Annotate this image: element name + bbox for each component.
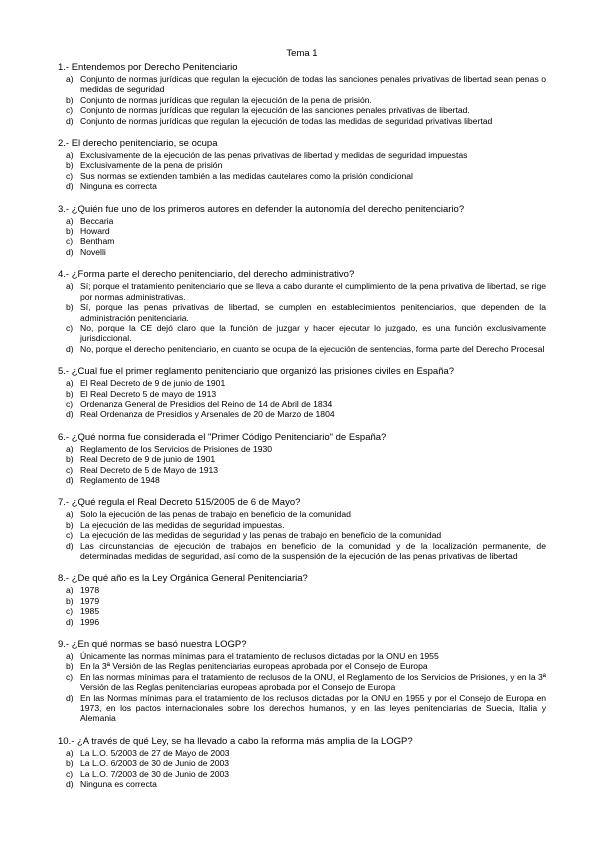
option-letter: b): [66, 758, 74, 769]
option-letter: d): [66, 779, 74, 790]
option-item: [58, 769, 546, 779]
option-text: Exclusivamente de la ejecución de las penas privativas de libertad y medidas de seguridad impuestas: [80, 150, 468, 161]
option-item: [58, 585, 546, 595]
option-item: [58, 226, 546, 236]
option-text: Sí; porque el tratamiento penitenciario que se lleva a cabo durante el cumplimiento de la pena privativa de libertad, se rige por normas administrativas.: [80, 281, 546, 302]
option-text: 1985: [80, 606, 100, 617]
option-text: Exclusivamente de la pena de prisión: [80, 160, 223, 171]
option-text: Sus normas se extienden también a las medidas cautelares como la prisión condicional: [80, 170, 413, 181]
option-letter: d): [66, 692, 74, 703]
option-item: [58, 105, 546, 115]
option-letter: c): [66, 322, 74, 333]
option-item: [58, 465, 546, 475]
option-item: [58, 672, 546, 693]
option-item: [58, 247, 546, 257]
option-letter: b): [66, 226, 74, 237]
option-letter: b): [66, 94, 74, 105]
option-item: [58, 95, 546, 105]
question-2: [58, 138, 546, 192]
option-text: Únicamente las normas mínimas para el tratamiento de reclusos dictadas por la ONU en 1955: [80, 651, 439, 662]
option-text: El Real Decreto 5 de mayo de 1913: [80, 388, 217, 399]
option-letter: c): [66, 606, 74, 617]
option-text: Bentham: [80, 236, 115, 247]
option-text: Beccaria: [80, 215, 114, 226]
option-item: [58, 160, 546, 170]
option-list: [58, 216, 546, 258]
option-item: [58, 606, 546, 616]
option-letter: a): [66, 651, 74, 662]
question-4: [58, 269, 546, 354]
option-item: [58, 409, 546, 419]
question-text: 10.- ¿A través de qué Ley, se ha llevado a cabo la reforma más amplia de la LOGP?: [58, 735, 413, 747]
option-letter: d): [66, 616, 74, 627]
option-letter: d): [66, 181, 74, 192]
option-letter: b): [66, 302, 74, 313]
option-item: [58, 596, 546, 606]
option-text: Real Decreto de 5 de Mayo de 1913: [80, 464, 219, 475]
option-text: El Real Decreto de 9 de junio de 1901: [80, 378, 226, 389]
question-8: [58, 573, 546, 627]
option-text: Ordenanza General de Presidios del Reino de 14 de Abril de 1834: [80, 398, 333, 409]
option-item: [58, 758, 546, 768]
option-letter: a): [66, 150, 74, 161]
option-letter: a): [66, 747, 74, 758]
option-text: Real Ordenanza de Presidios y Arsenales de 20 de Marzo de 1804: [80, 409, 335, 420]
question-text: 1.- Entendemos por Derecho Penitenciario: [58, 62, 238, 73]
option-text: Sí, porque las penas privativas de libertad, se cumplen en establecimientos penitenciarios, que dependen de la administración penitenciaria.: [80, 302, 546, 323]
question-text: 8.- ¿De qué año es la Ley Orgánica General Penitenciaria?: [58, 573, 308, 585]
option-text: Conjunto de normas jurídicas que regulan la ejecución de la pena de prisión.: [80, 94, 372, 105]
option-letter: c): [66, 105, 74, 116]
question-text: 3.- ¿Quién fue uno de los primeros autores en defender la autonomía del derecho penitenciario?: [58, 203, 465, 215]
option-item: [58, 779, 546, 789]
option-text: En las normas mínimas para el tratamiento de reclusos de la ONU, el Reglamento de los Servicios de Prisiones, y en la 3ª Versión de las Reglas penitenciarias europeas aprobada por el Consejo de Europa: [80, 671, 546, 693]
option-text: Howard: [80, 226, 110, 237]
option-text: Conjunto de normas jurídicas que regulan la ejecución de todas las medidas de seguridad privativas libertad: [80, 115, 493, 126]
option-item: [58, 378, 546, 388]
option-item: [58, 444, 546, 454]
option-text: Ninguna es correcta: [80, 779, 157, 790]
option-list: [58, 444, 546, 486]
option-letter: b): [66, 519, 74, 530]
option-text: La ejecución de las medidas de seguridad y las penas de trabajo en beneficio de la comunidad: [80, 530, 442, 541]
option-text: Ninguna es correcta: [80, 181, 157, 192]
option-letter: d): [66, 115, 74, 126]
question-5: [58, 366, 546, 420]
option-item: [58, 454, 546, 464]
option-text: No, porque el derecho penitenciario, en cuanto se ocupa de la ejecución de sentencias, forma parte del Derecho Procesal: [80, 343, 545, 354]
question-1: [58, 62, 546, 126]
option-text: 1979: [80, 595, 100, 606]
option-item: [58, 541, 546, 562]
option-text: Reglamento de los Servicios de Prisiones de 1930: [80, 443, 273, 454]
option-letter: a): [66, 215, 74, 226]
option-letter: b): [66, 661, 74, 672]
option-item: [58, 171, 546, 181]
option-item: [58, 389, 546, 399]
option-item: [58, 150, 546, 160]
option-letter: a): [66, 509, 74, 520]
question-text: 4.- ¿Forma parte el derecho penitenciario, del derecho administrativo?: [58, 269, 355, 281]
option-letter: d): [66, 246, 74, 257]
option-letter: a): [66, 74, 74, 84]
option-item: [58, 520, 546, 530]
option-letter: d): [66, 474, 74, 485]
option-item: [58, 530, 546, 540]
option-letter: d): [66, 540, 74, 551]
option-list: [58, 509, 546, 561]
option-item: [58, 74, 546, 95]
option-text: 1996: [80, 616, 100, 627]
option-item: [58, 617, 546, 627]
option-letter: c): [66, 170, 74, 181]
option-text: La L.O. 7/2003 de 30 de Junio de 2003: [80, 768, 230, 779]
option-item: [58, 661, 546, 671]
option-letter: b): [66, 595, 74, 606]
option-item: [58, 399, 546, 409]
document-page: [58, 48, 546, 802]
option-item: [58, 475, 546, 485]
option-item: [58, 216, 546, 226]
option-item: [58, 344, 546, 354]
option-item: [58, 323, 546, 344]
option-list: [58, 74, 546, 126]
option-letter: a): [66, 443, 74, 454]
question-6: [58, 432, 546, 486]
option-letter: b): [66, 160, 74, 171]
option-item: [58, 281, 546, 302]
question-10: [58, 736, 546, 790]
option-item: [58, 236, 546, 246]
option-text: Conjunto de normas jurídicas que regulan la ejecución de todas las sanciones penales privativas de libertad sean penas o medidas de seguridad: [80, 74, 546, 95]
option-text: Novelli: [80, 246, 106, 257]
option-item: [58, 509, 546, 519]
question-text: 9.- ¿En qué normas se basó nuestra LOGP?: [58, 639, 247, 651]
option-letter: a): [66, 378, 74, 389]
option-letter: c): [66, 530, 74, 541]
option-letter: c): [66, 398, 74, 409]
option-letter: a): [66, 585, 74, 596]
option-text: La ejecución de las medidas de seguridad impuestas.: [80, 519, 285, 530]
option-text: Real Decreto de 9 de junio de 1901: [80, 454, 216, 465]
option-item: [58, 748, 546, 758]
option-item: [58, 651, 546, 661]
question-list: [58, 62, 546, 790]
option-list: [58, 281, 546, 354]
question-9: [58, 639, 546, 724]
question-text: 7.- ¿Qué regula el Real Decreto 515/2005 de 6 de Mayo?: [58, 497, 301, 509]
option-text: Conjunto de normas jurídicas que regulan la ejecución de las sanciones penales privativas de libertad.: [80, 105, 470, 116]
question-7: [58, 497, 546, 561]
option-list: [58, 150, 546, 192]
option-letter: d): [66, 343, 74, 354]
option-item: [58, 116, 546, 126]
option-letter: c): [66, 671, 74, 682]
option-text: Las circunstancias de ejecución de trabajos en beneficio de la comunidad y de la localización permanente, de determinadas medidas de seguridad, así como de la suspensión de la ejecución de las penas privativas de libertad: [80, 540, 546, 561]
option-text: No, porque la CE dejó claro que la función de juzgar y hacer ejecutar lo juzgado, es una función exclusivamente jurisdiccional.: [80, 322, 546, 344]
page-title: Tema 1: [286, 48, 318, 59]
option-text: 1978: [80, 585, 100, 596]
question-text: 6.- ¿Qué norma fue considerada el "Primer Código Penitenciario" de España?: [58, 431, 387, 443]
option-letter: b): [66, 388, 74, 399]
question-text: 2.- El derecho penitenciario, se ocupa: [58, 138, 218, 150]
option-list: [58, 651, 546, 724]
question-text: 5.- ¿Cual fue el primer reglamento penitenciario que organizó las prisiones civiles en España?: [58, 366, 455, 378]
option-list: [58, 748, 546, 790]
option-item: [58, 181, 546, 191]
option-item: [58, 302, 546, 323]
option-letter: c): [66, 768, 74, 779]
option-letter: c): [66, 236, 74, 247]
option-letter: b): [66, 454, 74, 465]
option-item: [58, 693, 546, 724]
option-text: En las Normas mínimas para el tratamiento de los reclusos dictadas por la ONU en 1955 y por el Consejo de Europa en 1973, en los pactos internacionales sobre los derechos humanos, y en las leyes penitenciarias de Suecia, Italia y Alemania: [80, 692, 546, 724]
option-list: [58, 585, 546, 627]
option-text: Solo la ejecución de las penas de trabajo en beneficio de la comunidad: [80, 509, 351, 520]
question-3: [58, 204, 546, 258]
option-text: Reglamento de 1948: [80, 474, 160, 485]
option-list: [58, 378, 546, 420]
option-text: En la 3ª Versión de las Reglas penitenciarias europeas aprobada por el Consejo de Europa: [80, 661, 428, 672]
option-text: La L.O. 5/2003 de 27 de Mayo de 2003: [80, 747, 230, 758]
option-letter: c): [66, 464, 74, 475]
option-letter: d): [66, 409, 74, 420]
option-text: La L.O. 6/2003 de 30 de Junio de 2003: [80, 758, 230, 769]
option-letter: a): [66, 281, 74, 292]
